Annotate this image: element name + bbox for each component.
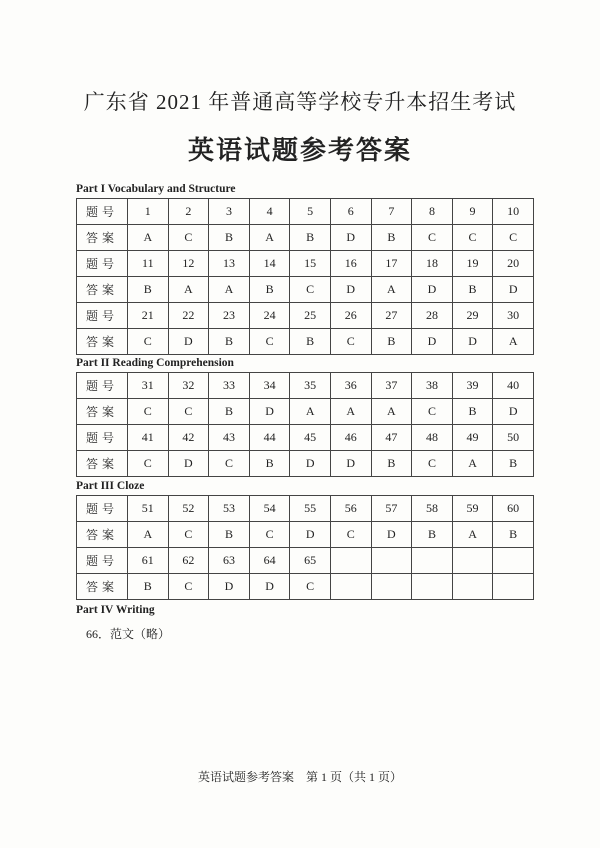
page-footer: 英语试题参考答案 第 1 页（共 1 页） — [197, 770, 402, 784]
essay-note: 66．范文（略） — [86, 627, 171, 641]
row-label: 答案 — [77, 277, 128, 303]
table-cell: C — [330, 522, 371, 548]
table-cell: D — [493, 277, 534, 303]
table-cell: 34 — [249, 373, 290, 399]
table-cell: 20 — [493, 251, 534, 277]
table-row — [77, 522, 534, 548]
table-cell: 18 — [412, 251, 453, 277]
table-cell: C — [412, 451, 453, 477]
table-cell: D — [412, 329, 453, 355]
table-cell: 37 — [371, 373, 412, 399]
table-cell: A — [452, 451, 493, 477]
table-cell: D — [452, 329, 493, 355]
table-cell: 36 — [330, 373, 371, 399]
table-cell: 27 — [371, 303, 412, 329]
table-cell: 7 — [371, 199, 412, 225]
table-row — [77, 329, 534, 355]
row-label: 题号 — [77, 251, 128, 277]
table-cell: 39 — [452, 373, 493, 399]
row-label: 题号 — [77, 496, 128, 522]
table-cell: 52 — [168, 496, 209, 522]
table-cell: D — [249, 574, 290, 600]
table-row — [77, 303, 534, 329]
table-cell: A — [128, 522, 169, 548]
table-cell: B — [128, 277, 169, 303]
table-cell: 13 — [209, 251, 250, 277]
table-cell: D — [290, 451, 331, 477]
table-cell: C — [249, 329, 290, 355]
table-row — [77, 451, 534, 477]
table-cell: 3 — [209, 199, 250, 225]
table-cell: 33 — [209, 373, 250, 399]
table-cell — [412, 548, 453, 574]
table-cell: 35 — [290, 373, 331, 399]
table-cell: 23 — [209, 303, 250, 329]
table-cell: 1 — [128, 199, 169, 225]
table-cell: D — [371, 522, 412, 548]
row-label: 题号 — [77, 199, 128, 225]
table-cell: 15 — [290, 251, 331, 277]
table-cell: 46 — [330, 425, 371, 451]
table-cell: A — [330, 399, 371, 425]
table-cell: C — [128, 451, 169, 477]
table-cell: 63 — [209, 548, 250, 574]
table-cell: D — [412, 277, 453, 303]
table-cell: 53 — [209, 496, 250, 522]
table-cell: B — [452, 399, 493, 425]
table-cell: 10 — [493, 199, 534, 225]
table-cell: A — [249, 225, 290, 251]
table-cell: C — [168, 522, 209, 548]
table-cell: C — [412, 399, 453, 425]
table-cell — [330, 574, 371, 600]
table-cell: 22 — [168, 303, 209, 329]
page-subtitle: 英语试题参考答案 — [187, 136, 412, 165]
table-cell: 21 — [128, 303, 169, 329]
table-cell: C — [290, 574, 331, 600]
table-cell: C — [168, 399, 209, 425]
table-row — [77, 425, 534, 451]
table-cell: 19 — [452, 251, 493, 277]
table-row — [77, 548, 534, 574]
table-cell: D — [168, 451, 209, 477]
table-cell: 58 — [412, 496, 453, 522]
table-cell: B — [209, 329, 250, 355]
table-row — [77, 496, 534, 522]
table-cell: B — [412, 522, 453, 548]
table-cell: 57 — [371, 496, 412, 522]
table-cell: D — [330, 451, 371, 477]
table-cell: 24 — [249, 303, 290, 329]
row-label: 答案 — [77, 451, 128, 477]
table-cell: 49 — [452, 425, 493, 451]
table-cell: D — [330, 225, 371, 251]
table-cell: 42 — [168, 425, 209, 451]
table-cell: 16 — [330, 251, 371, 277]
table-cell: B — [371, 329, 412, 355]
part-heading-1: Part I Vocabulary and Structure — [76, 183, 236, 195]
table-row — [77, 373, 534, 399]
table-row — [77, 251, 534, 277]
table-cell: 56 — [330, 496, 371, 522]
table-cell: B — [209, 399, 250, 425]
table-cell: D — [168, 329, 209, 355]
table-cell: B — [371, 451, 412, 477]
row-label: 答案 — [77, 574, 128, 600]
table-cell: B — [249, 277, 290, 303]
table-cell — [452, 574, 493, 600]
table-row — [77, 574, 534, 600]
row-label: 答案 — [77, 522, 128, 548]
table-cell: A — [290, 399, 331, 425]
table-cell — [371, 548, 412, 574]
table-cell: C — [128, 329, 169, 355]
table-cell: B — [249, 451, 290, 477]
table-cell: A — [371, 277, 412, 303]
table-cell: C — [168, 225, 209, 251]
table-cell: D — [330, 277, 371, 303]
table-cell: 54 — [249, 496, 290, 522]
table-cell: A — [209, 277, 250, 303]
table-cell: 38 — [412, 373, 453, 399]
table-cell: 11 — [128, 251, 169, 277]
table-row — [77, 225, 534, 251]
row-label: 题号 — [77, 425, 128, 451]
answer-table-part-2 — [76, 372, 534, 477]
table-cell: B — [209, 522, 250, 548]
part-heading-4: Part IV Writing — [76, 604, 155, 616]
row-label: 题号 — [77, 548, 128, 574]
table-cell: C — [209, 451, 250, 477]
table-cell: B — [493, 522, 534, 548]
table-cell: 45 — [290, 425, 331, 451]
table-cell: 61 — [128, 548, 169, 574]
table-cell: A — [452, 522, 493, 548]
table-cell: C — [412, 225, 453, 251]
table-cell: C — [290, 277, 331, 303]
part-heading-2: Part II Reading Comprehension — [76, 357, 234, 369]
table-cell: 48 — [412, 425, 453, 451]
row-label: 答案 — [77, 329, 128, 355]
table-cell: 14 — [249, 251, 290, 277]
row-label: 答案 — [77, 225, 128, 251]
table-cell: A — [371, 399, 412, 425]
table-cell: B — [290, 225, 331, 251]
table-cell: A — [168, 277, 209, 303]
row-label: 题号 — [77, 303, 128, 329]
table-cell: 4 — [249, 199, 290, 225]
table-cell: 64 — [249, 548, 290, 574]
table-cell: A — [128, 225, 169, 251]
table-cell: 17 — [371, 251, 412, 277]
answer-table-part-1 — [76, 198, 534, 355]
table-cell: 55 — [290, 496, 331, 522]
table-cell: C — [128, 399, 169, 425]
table-cell: C — [249, 522, 290, 548]
table-cell — [493, 548, 534, 574]
table-cell: B — [290, 329, 331, 355]
table-cell: 2 — [168, 199, 209, 225]
table-row — [77, 399, 534, 425]
table-cell — [371, 574, 412, 600]
table-row — [77, 277, 534, 303]
page-title: 广东省 2021 年普通高等学校专升本招生考试 — [83, 90, 517, 114]
table-cell: 26 — [330, 303, 371, 329]
table-cell — [493, 574, 534, 600]
table-cell: 43 — [209, 425, 250, 451]
table-cell: B — [128, 574, 169, 600]
table-cell: 29 — [452, 303, 493, 329]
part-heading-3: Part III Cloze — [76, 480, 145, 492]
table-cell: 28 — [412, 303, 453, 329]
table-cell: 25 — [290, 303, 331, 329]
table-cell: D — [290, 522, 331, 548]
table-cell — [330, 548, 371, 574]
table-cell: B — [371, 225, 412, 251]
table-cell: 60 — [493, 496, 534, 522]
table-cell: C — [168, 574, 209, 600]
table-cell: D — [493, 399, 534, 425]
answer-table-part-3 — [76, 495, 534, 600]
table-cell: B — [493, 451, 534, 477]
table-cell: D — [249, 399, 290, 425]
table-cell: 32 — [168, 373, 209, 399]
table-cell: 31 — [128, 373, 169, 399]
table-cell: D — [209, 574, 250, 600]
table-cell: 12 — [168, 251, 209, 277]
table-cell: 30 — [493, 303, 534, 329]
table-cell: C — [493, 225, 534, 251]
table-cell: 51 — [128, 496, 169, 522]
table-cell: 8 — [412, 199, 453, 225]
table-cell: 59 — [452, 496, 493, 522]
table-cell: A — [493, 329, 534, 355]
table-cell: 9 — [452, 199, 493, 225]
table-cell: 47 — [371, 425, 412, 451]
table-cell: 65 — [290, 548, 331, 574]
table-cell: 41 — [128, 425, 169, 451]
table-row — [77, 199, 534, 225]
table-cell: 6 — [330, 199, 371, 225]
table-cell: C — [452, 225, 493, 251]
table-cell: 44 — [249, 425, 290, 451]
row-label: 答案 — [77, 399, 128, 425]
table-cell: 62 — [168, 548, 209, 574]
table-cell: 50 — [493, 425, 534, 451]
table-cell — [452, 548, 493, 574]
table-cell: C — [330, 329, 371, 355]
table-cell: B — [452, 277, 493, 303]
table-cell: 5 — [290, 199, 331, 225]
table-cell: B — [209, 225, 250, 251]
table-cell: 40 — [493, 373, 534, 399]
table-cell — [412, 574, 453, 600]
row-label: 题号 — [77, 373, 128, 399]
